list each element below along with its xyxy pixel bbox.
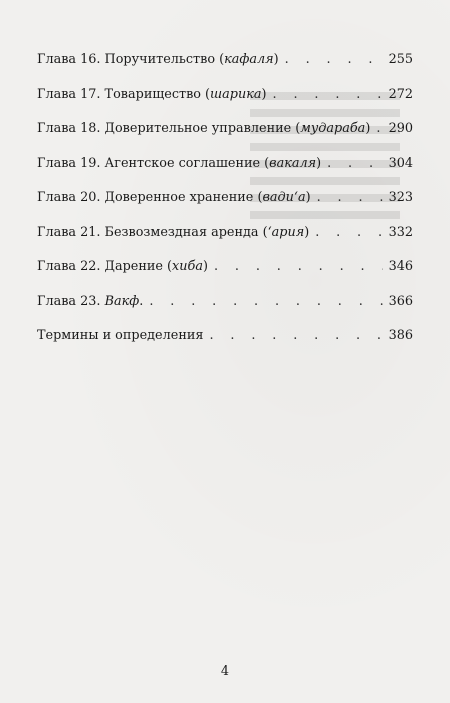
toc-entry-page: 332 (388, 224, 413, 240)
toc-entry-title: Глава 16. Поручительство (кафаля) (37, 52, 279, 67)
toc-entry-chapter-23 (37, 293, 413, 331)
toc-entry-chapter-20 (37, 192, 413, 227)
toc-entry-title: Глава 18. Доверительное управление (мудараба) (37, 121, 371, 136)
toc-entry-chapter-16 (37, 54, 413, 89)
toc-entry-title: Глава 19. Агентское соглашение (вакаля) (37, 155, 322, 171)
toc-entry-title: Глава 22. Дарение (хиба) (37, 259, 208, 274)
toc-entry-page: 386 (388, 328, 413, 343)
toc-entry-page: 290 (388, 121, 413, 136)
toc-entry-title: Термины и определения (37, 328, 204, 343)
toc-entry-page: 304 (388, 155, 413, 171)
toc-entry-page: 346 (388, 259, 413, 274)
toc-entry-chapter-21 (37, 224, 413, 262)
dot-leader (317, 192, 383, 205)
dot-leader (315, 227, 382, 240)
dot-leader (376, 123, 382, 136)
dot-leader (209, 330, 382, 343)
dot-leader (214, 261, 383, 274)
page-number: 4 (220, 664, 230, 679)
toc-entry-glossary (37, 330, 413, 365)
toc-entry-page: 255 (388, 52, 413, 67)
toc-entry-page: 323 (388, 190, 413, 205)
toc-entry-chapter-22 (37, 261, 413, 296)
toc-entry-page: 366 (388, 293, 413, 309)
toc-entry-title: Глава 17. Товарищество (шарика) (37, 86, 267, 102)
toc-entry-chapter-17 (37, 86, 413, 124)
dot-leader (327, 158, 382, 171)
table-of-contents (37, 54, 413, 365)
dot-leader (149, 296, 382, 309)
toc-entry-chapter-19 (37, 155, 413, 193)
toc-entry-page: 272 (388, 86, 413, 102)
dot-leader (273, 89, 383, 102)
toc-entry-title: Глава 23. Вакф. (37, 293, 144, 309)
dot-leader (285, 54, 383, 67)
toc-entry-chapter-18 (37, 123, 413, 158)
toc-entry-title: Глава 21. Безвозмездная аренда (‘ария) (37, 224, 310, 240)
toc-entry-title: Глава 20. Доверенное хранение (вади‘а) (37, 190, 311, 205)
